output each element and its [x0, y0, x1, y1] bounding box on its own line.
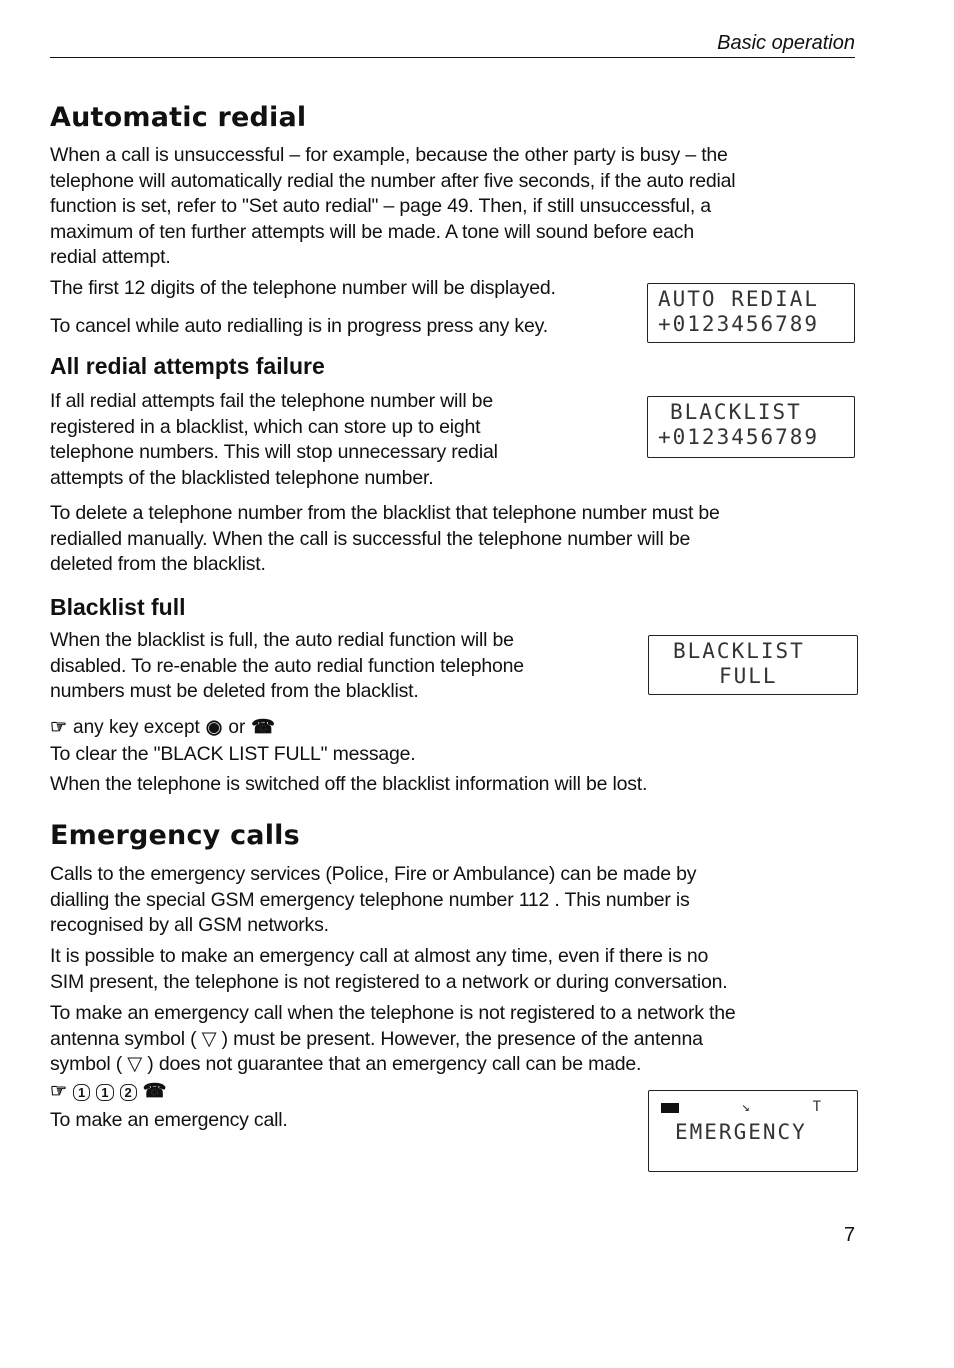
display-line-1: EMERGENCY [675, 1120, 807, 1144]
running-header [50, 30, 855, 58]
emergency-line: dialling the special GSM emergency telephone number 112 . This number is [50, 888, 690, 911]
key-1-icon: 1 [96, 1084, 113, 1101]
emergency-line: antenna symbol ( ▽ ) must be present. However, the presence of the antenna [50, 1027, 703, 1050]
blacklist-full-body [50, 628, 640, 705]
clear-key-instruction [50, 716, 275, 740]
page-number: 7 [844, 1224, 856, 1246]
emergency-line: Calls to the emergency services (Police, Fire or Ambulance) can be made by [50, 863, 697, 885]
display-line-1: AUTO REDIAL [658, 287, 820, 311]
menu-key-icon: ◉ [205, 717, 223, 738]
emergency-para-1 [50, 862, 860, 939]
pointing-hand-icon: ☞ [50, 717, 68, 738]
end-call-key-icon: ☎ [251, 717, 275, 738]
switch-off-note: When the telephone is switched off the blacklist information will be lost. [50, 773, 648, 795]
key-text-or: or [228, 717, 246, 738]
call-indicator-icon: ↘ [741, 1099, 750, 1115]
automatic-redial-intro [50, 143, 860, 271]
failure-line: attempts of the blacklisted telephone number. [50, 466, 434, 489]
failure-line: telephone numbers. This will stop unnecessary redial [50, 441, 498, 463]
display-line-1: BLACKLIST [670, 400, 802, 424]
antenna-icon: T [812, 1099, 821, 1115]
failure-line: registered in a blacklist, which can store up to eight [50, 415, 481, 438]
blacklist-full-line: When the blacklist is full, the auto redial function will be [50, 629, 514, 651]
blacklist-full-line: disabled. To re-enable the auto redial function telephone [50, 654, 524, 677]
delete-note [50, 501, 860, 578]
emergency-display [648, 1090, 858, 1172]
emergency-line: To make an emergency call when the telephone is not registered to a network the [50, 1002, 736, 1024]
delete-line: To delete a telephone number from the blacklist that telephone number must be [50, 502, 720, 524]
header-section-title: Basic operation [717, 32, 855, 54]
intro-line: maximum of ten further attempts will be made. A tone will sound before each [50, 220, 695, 243]
emergency-line: recognised by all GSM networks. [50, 914, 329, 936]
key-2-icon: 2 [120, 1084, 137, 1101]
emergency-line: symbol ( ▽ ) does not guarantee that an emergency call can be made. [50, 1053, 642, 1075]
blacklist-full-line: numbers must be deleted from the blacklist. [50, 680, 419, 702]
failure-body [50, 389, 630, 491]
emergency-key-sequence [50, 1080, 166, 1104]
intro-line: When a call is unsuccessful – for example, because the other party is busy – the [50, 144, 728, 166]
display-line-2: +0123456789 [658, 425, 820, 449]
intro-line: telephone will automatically redial the number after five seconds, if the auto redial [50, 169, 736, 192]
intro-line: function is set, refer to "Set auto redial" – page 49. Then, if still unsuccessful, a [50, 195, 711, 217]
call-key-icon: ☎ [142, 1081, 167, 1102]
display-line-1: BLACKLIST [673, 639, 805, 663]
emergency-title: Emergency calls [50, 820, 300, 851]
display-line-2: FULL [719, 664, 778, 688]
auto-redial-display [647, 283, 855, 343]
blacklist-full-display [648, 635, 858, 695]
automatic-redial-title: Automatic redial [50, 102, 307, 133]
intro-line: redial attempt. [50, 246, 171, 268]
key-1-icon: 1 [73, 1084, 90, 1101]
emergency-para-3 [50, 1001, 860, 1078]
delete-line: deleted from the blacklist. [50, 553, 266, 575]
emergency-line: It is possible to make an emergency call at almost any time, even if there is no [50, 945, 709, 967]
failure-title: All redial attempts failure [50, 353, 325, 379]
make-call-note: To make an emergency call. [50, 1109, 288, 1131]
emergency-para-2 [50, 944, 860, 995]
clear-note: To clear the "BLACK LIST FULL" message. [50, 743, 416, 765]
display-status-row [661, 1095, 821, 1120]
failure-line: If all redial attempts fail the telephone number will be [50, 390, 493, 412]
key-text-any: any key except [73, 717, 200, 738]
battery-icon [661, 1103, 679, 1113]
display-line-2: +0123456789 [658, 312, 820, 336]
blacklist-display [647, 396, 855, 458]
delete-line: redialled manually. When the call is successful the telephone number will be [50, 527, 691, 550]
digits-note: The first 12 digits of the telephone number will be displayed. [50, 277, 556, 299]
cancel-note: To cancel while auto redialling is in progress press any key. [50, 315, 548, 337]
emergency-line: SIM present, the telephone is not registered to a network or during conversation. [50, 970, 728, 993]
blacklist-full-title: Blacklist full [50, 594, 186, 620]
pointing-hand-icon: ☞ [50, 1081, 68, 1102]
